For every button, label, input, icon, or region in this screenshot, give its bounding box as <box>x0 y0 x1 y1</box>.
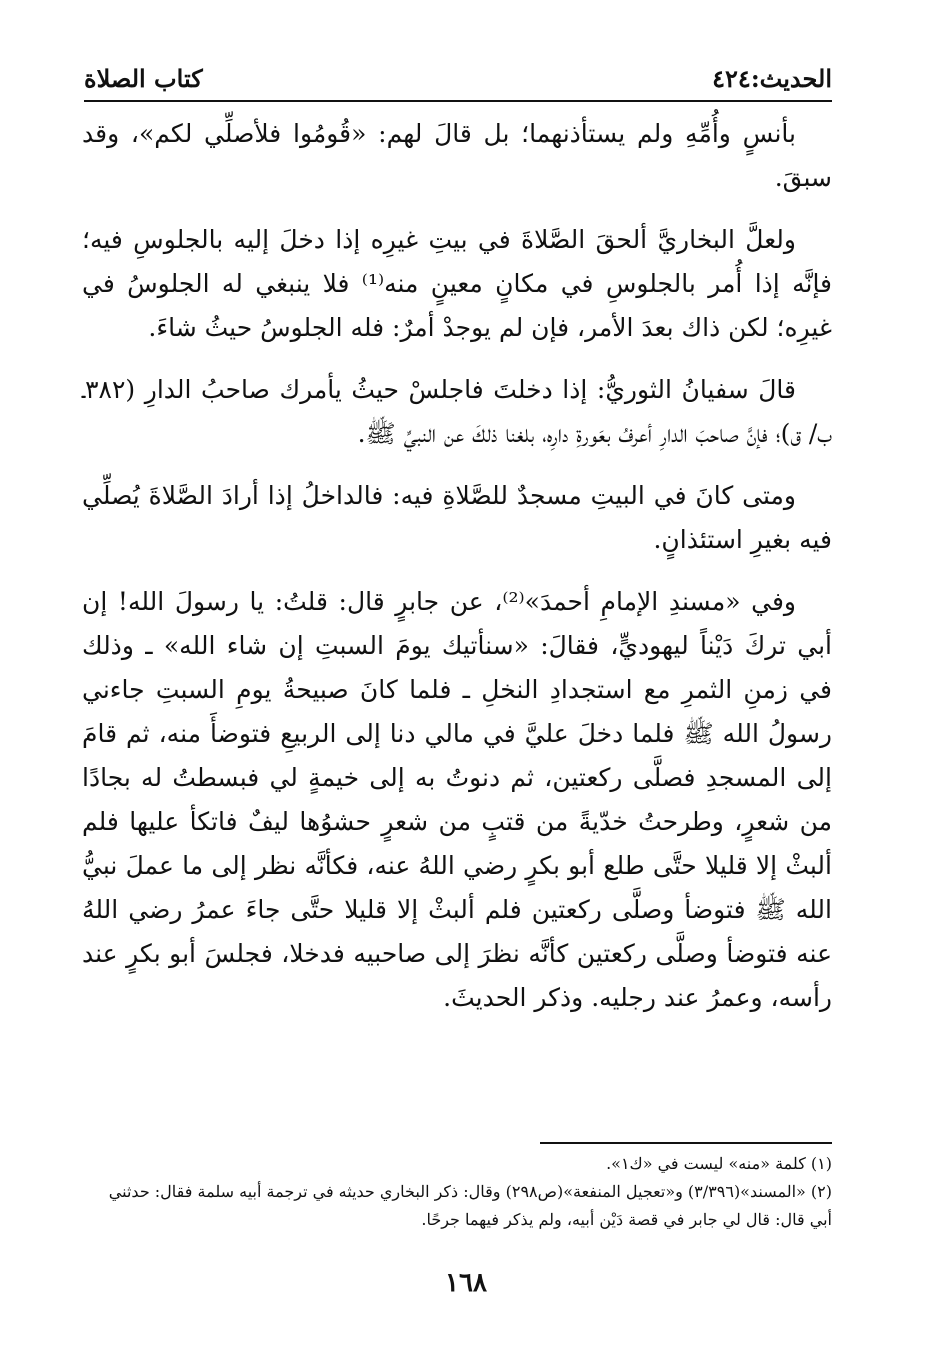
footnote-divider <box>540 1142 832 1144</box>
footnote: (٢) «المسند»(٣/٣٩٦) و«تعجيل المنفعة»(ص٢٩٨) وقال: ذكر البخاري حديثه في ترجمة أبيه سلمة فقال: حدثني أبي قال: قال لي جابر في قصة دَيْن أبيه، ولم يذكر فيهما جرحًا. <box>108 1182 832 1229</box>
page-number: ١٦٨ <box>445 1268 487 1298</box>
main-text <box>82 112 832 1038</box>
paragraph: ومتى كانَ في البيتِ مسجدٌ للصَّلاةِ فيه: فالداخلُ إذا أرادَ الصَّلاةَ يُصلِّي فيه بغيرِ استئذانٍ. <box>82 481 832 554</box>
running-header <box>84 58 832 98</box>
paragraph: وفي «مسندِ الإمامِ أحمدَ»⁽²⁾، عن جابرٍ قال: قلتُ: يا رسولَ الله! إن أبي تركَ دَيْناً ليهوديٍّ، فقالَ: «سنأتيك يومَ السبتِ إن شاء الله» ـ وذلك في زمنِ الثمرِ مع استجدادِ النخلِ ـ فلما كانَ صبيحةُ يومِ السبتِ جاءني رسولُ الله ﷺ فلما دخلَ عليَّ في مالي دنا إلى الربيعِ فتوضأَ منه، ثم قامَ إلى المسجدِ فصلَّى ركعتين، ثم دنوتُ به إلى خيمةٍ لي فبسطتُ له بجادًا من شعرٍ، وطرحتُ خدّيةً من قتبٍ من شعرٍ حشوُها ليفٌ فاتكأ عليها فلم ألبثْ إلا قليلا حتَّى طلع أبو بكرٍ رضي اللهُ عنه، فكأنَّه نظر إلى ما عملَ نبيُّ الله ﷺ فتوضأ وصلَّى ركعتين فلم ألبثْ إلا قليلا حتَّى جاءَ عمرُ رضي اللهُ عنه فتوضأ وصلَّى ركعتين كأنَّه نظرَ إلى صاحبيه فدخلا، فجلسَ أبو بكرٍ عند رأسه، وعمرُ عند رجليه. وذكر الحديثَ. <box>82 587 832 1012</box>
paragraph: بأنسٍ وأُمِّهِ ولم يستأذنهما؛ بل قالَ لهم: «قُومُوا فلأصلِّي لكم»، وقد سبقَ. <box>82 119 832 192</box>
header-divider <box>84 100 832 102</box>
book-title: كتاب الصلاة <box>84 63 203 93</box>
footnote: (١) كلمة «منه» ليست في «ك١». <box>606 1154 832 1173</box>
paragraph: ولعلَّ البخاريَّ ألحقَ الصَّلاةَ في بيتِ غيرِه إذا دخلَ إليه بالجلوسِ فيه؛ فإنَّه إذا أُمر بالجلوسِ في مكانٍ معينٍ منه⁽¹⁾ فلا ينبغي له الجلوسُ في غيرِه؛ لكن ذاك بعدَ الأمر، فإن لم يوجدْ أمرٌ: فله الجلوسُ حيثُ شاءَ. <box>82 225 833 342</box>
hadith-number: الحديث:٤٢٤ <box>712 63 832 93</box>
footnotes <box>82 1150 832 1234</box>
paragraph: قالَ سفيانُ الثوريُّ: إذا دخلتَ فاجلسْ حيثُ يأمرك صاحبُ الدارِ (٣٨٢ـ ب/ ق)؛ فإنَّ صاحبَ الدارِ أعرفُ بعَورةِ دارِه، بلغنا ذلكَ عن النبيِّ ﷺ. <box>82 375 832 448</box>
